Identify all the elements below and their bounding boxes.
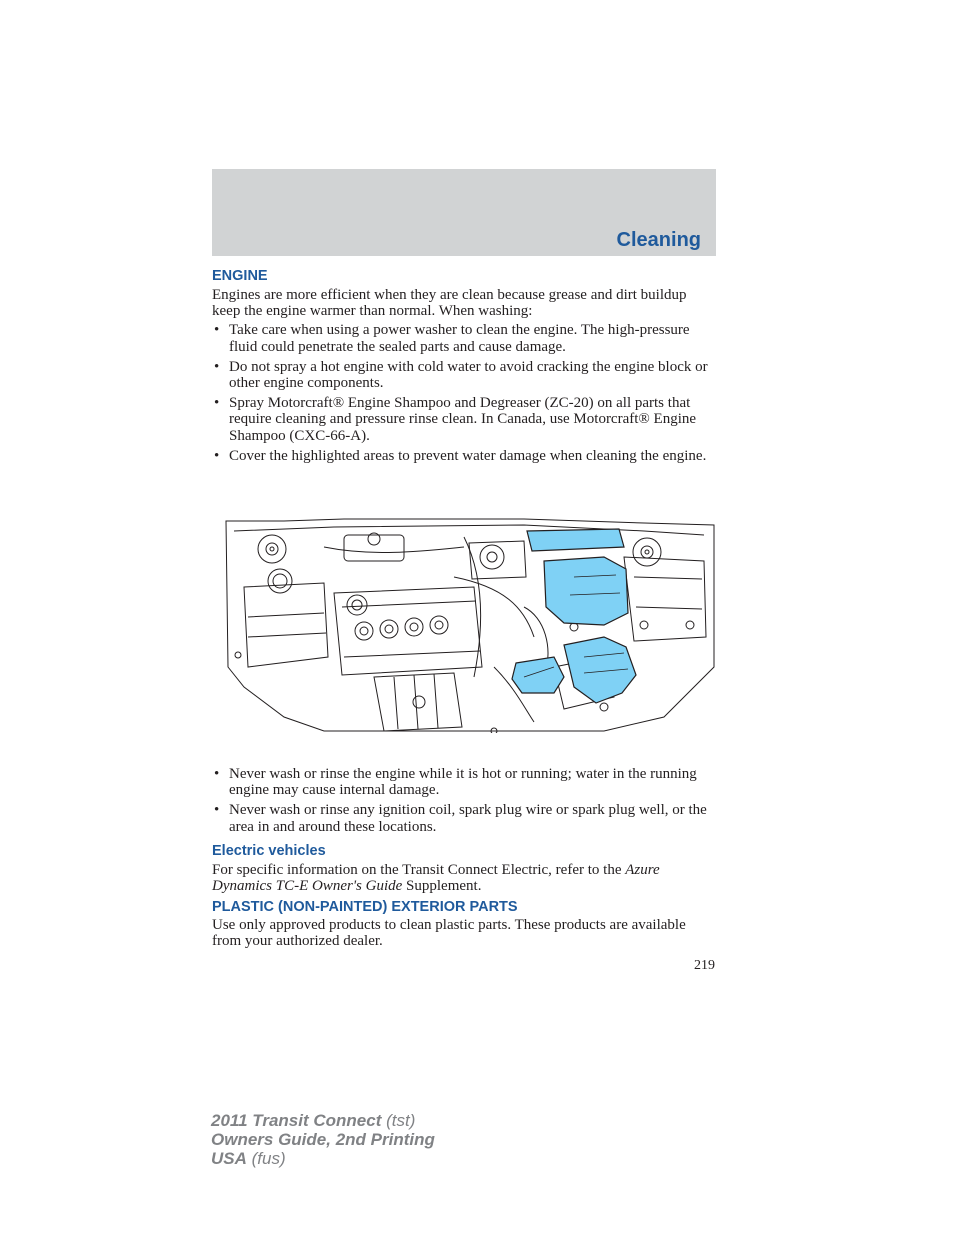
list-item: • Take care when using a power washer to clean the engine. The high-pressure fluid could penetrate the sealed parts and cause damage. — [212, 322, 716, 354]
list-item: • Never wash or rinse any ignition coil, spark plug wire or spark plug well, or the area in and around these locations. — [212, 802, 716, 834]
electric-vehicles-text — [212, 862, 716, 894]
engine-compartment-illustration — [224, 517, 716, 733]
list-item: • Never wash or rinse the engine while it is hot or running; water in the running engine may cause internal damage. — [212, 766, 716, 798]
plastic-parts-heading: PLASTIC (NON-PAINTED) EXTERIOR PARTS — [212, 899, 518, 916]
engine-heading: ENGINE — [212, 268, 268, 284]
footer-line-3: USA (fus) — [211, 1149, 286, 1168]
footer-line-2: Owners Guide, 2nd Printing — [211, 1130, 435, 1149]
footer-line-1: 2011 Transit Connect (tst) — [211, 1111, 416, 1130]
section-header-bar — [212, 169, 716, 256]
list-item: • Cover the highlighted areas to prevent water damage when cleaning the engine. — [212, 448, 716, 464]
engine-intro: Engines are more efficient when they are clean because grease and dirt buildup keep the engine warmer than normal. When washing: — [212, 287, 687, 320]
engine-warning-list — [212, 766, 716, 835]
engine-section — [212, 266, 716, 464]
plastic-parts-text: Use only approved products to clean plastic parts. These products are available from your authorized dealer. — [212, 917, 686, 950]
engine-bullet-list — [212, 322, 716, 464]
electric-vehicles-heading: Electric vehicles — [212, 842, 326, 859]
document-footer — [211, 1111, 435, 1168]
electric-text-after: Supplement. — [402, 878, 482, 895]
guide-title: Azure Dynamics TC-E Owner's Guide — [212, 861, 660, 895]
page-number: 219 — [694, 958, 715, 973]
section-title: Cleaning — [616, 229, 701, 251]
engine-warnings-section — [212, 766, 716, 950]
list-item: • Spray Motorcraft® Engine Shampoo and Degreaser (ZC-20) on all parts that require cleaning and pressure rinse clean. In Canada, use Motorcraft® Engine Shampoo (CXC-66-A). — [212, 395, 716, 444]
list-item: • Do not spray a hot engine with cold water to avoid cracking the engine block or other engine components. — [212, 359, 716, 391]
electric-text-before: For specific information on the Transit Connect Electric, refer to the — [212, 861, 626, 878]
